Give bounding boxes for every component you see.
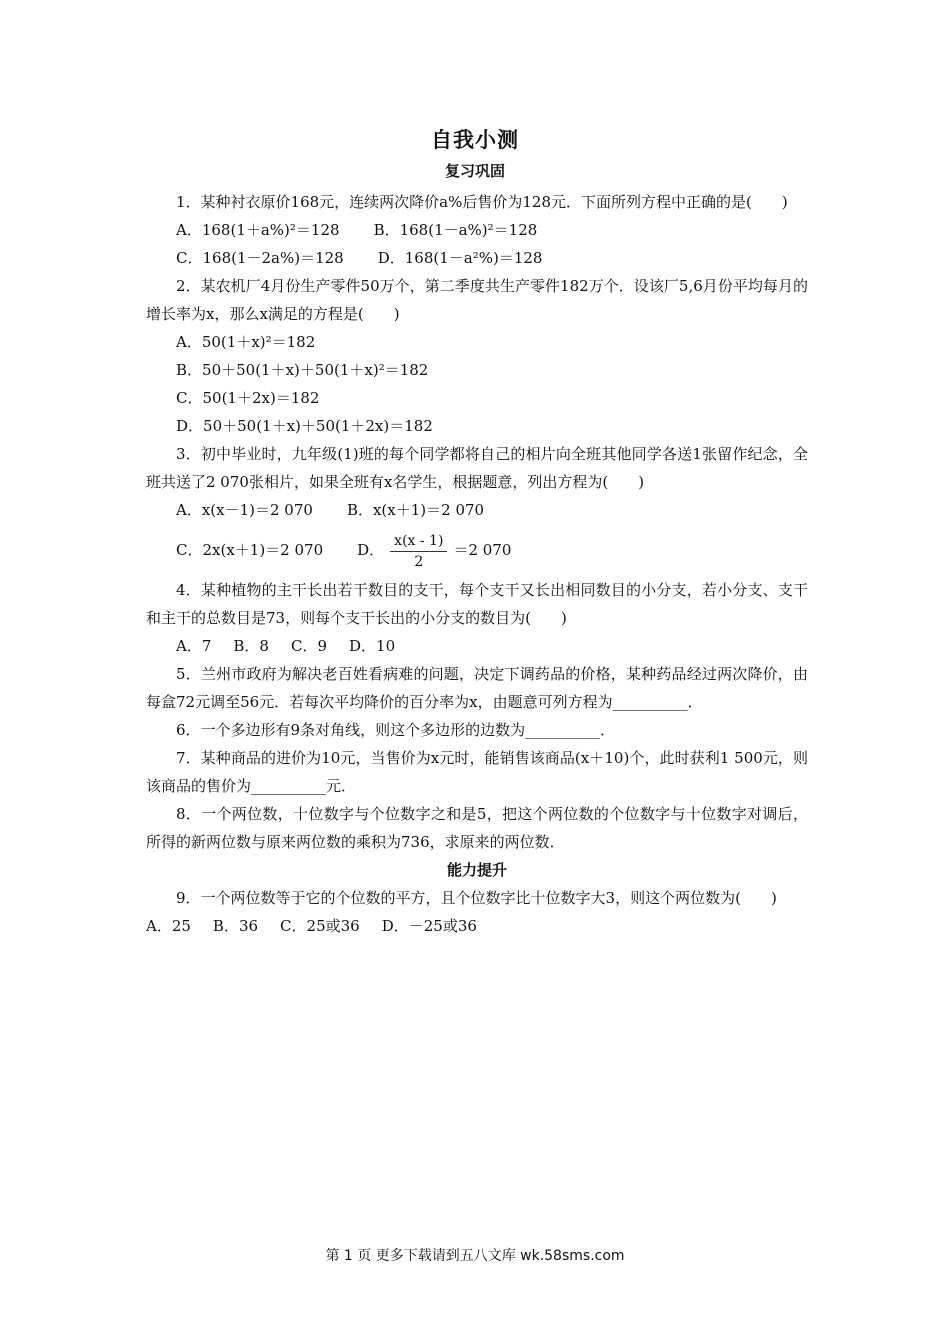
option-d: D．168(1－a²%)＝128 (377, 249, 543, 267)
option-c: C．168(1－2a%)＝128 (176, 249, 344, 267)
option-c: C．2x(x＋1)＝2 070 (176, 541, 324, 559)
question-3-options-row-2 (146, 524, 808, 576)
option-a: A．7 (176, 637, 212, 655)
section-heading-review: 复习巩固 (444, 162, 505, 180)
question-8: 8．一个两位数，十位数字与个位数字之和是5，把这个两位数的个位数字与十位数字对调后，所得的新两位数与原来两位数的乘积为736，求原来的两位数． (146, 805, 808, 851)
page-title: 自我小测 (431, 127, 519, 152)
option-b: B．168(1－a%)²＝128 (373, 221, 538, 239)
option-c: C．25或36 (280, 917, 360, 935)
option-b: B．50＋50(1＋x)＋50(1＋x)²＝182 (176, 361, 429, 379)
question-1: 1．某种衬衣原价168元，连续两次降价a%后售价为128元．下面所列方程中正确的是( ) (176, 193, 788, 211)
fraction-numerator: x(x - 1) (390, 531, 447, 552)
question-9-options (146, 912, 808, 940)
option-d: D．－25或36 (381, 917, 477, 935)
option-b: B．8 (233, 637, 269, 655)
question-4: 4．某种植物的主干长出若干数目的支干，每个支干又长出相同数目的小分支，若小分支、支干和主干的总数目是73，则每个支干长出的小分支的数目为( ) (146, 581, 808, 627)
section-heading-improve: 能力提升 (446, 861, 507, 879)
option-b: B．36 (212, 917, 259, 935)
page-footer: 第 1 页 更多下载请到五八文库 wk.58sms.com (325, 1248, 625, 1264)
question-7: 7．某种商品的进价为10元，当售价为x元时，能销售该商品(x＋10)个，此时获利1 500元，则该商品的售价为__________元． (146, 749, 808, 795)
option-a: A．168(1＋a%)²＝128 (176, 221, 340, 239)
option-d: D．50＋50(1＋x)＋50(1＋2x)＝182 (176, 417, 433, 435)
option-a: A．25 (146, 917, 191, 935)
option-c: C．9 (290, 637, 327, 655)
option-a: A．x(x－1)＝2 070 (176, 501, 313, 519)
fraction-denominator: 2 (414, 553, 424, 570)
question-9: 9．一个两位数等于它的个位数的平方，且个位数字比十位数字大3，则这个两位数为( ) (176, 889, 777, 907)
option-d: D．10 (349, 637, 396, 655)
option-d-equation: ＝2 070 (453, 541, 512, 559)
question-2: 2．某农机厂4月份生产零件50万个，第二季度共生产零件182万个．设该厂5,6月份平均每月的增长率为x，那么x满足的方程是( ) (146, 277, 808, 323)
question-1-options-row-2 (146, 244, 808, 272)
option-d-label: D． (357, 541, 385, 559)
question-3: 3．初中毕业时，九年级(1)班的每个同学都将自己的相片向全班其他同学各送1张留作纪念，全班共送了2 070张相片，如果全班有x名学生，根据题意，列出方程为( ) (146, 445, 808, 491)
option-d-fraction (390, 531, 447, 572)
option-a: A．50(1＋x)²＝182 (176, 333, 316, 351)
question-6: 6．一个多边形有9条对角线，则这个多边形的边数为__________． (176, 721, 616, 739)
option-c: C．50(1＋2x)＝182 (176, 389, 320, 407)
question-body (146, 188, 808, 940)
question-5: 5．兰州市政府为解决老百姓看病难的问题，决定下调药品的价格，某种药品经过两次降价，由每盒72元调至56元．若每次平均降价的百分率为x，由题意可列方程为__________． (146, 665, 808, 711)
option-b: B．x(x＋1)＝2 070 (346, 501, 485, 519)
question-3-options-row-1 (146, 496, 808, 524)
question-4-options (146, 632, 808, 660)
question-1-options-row-1 (146, 216, 808, 244)
